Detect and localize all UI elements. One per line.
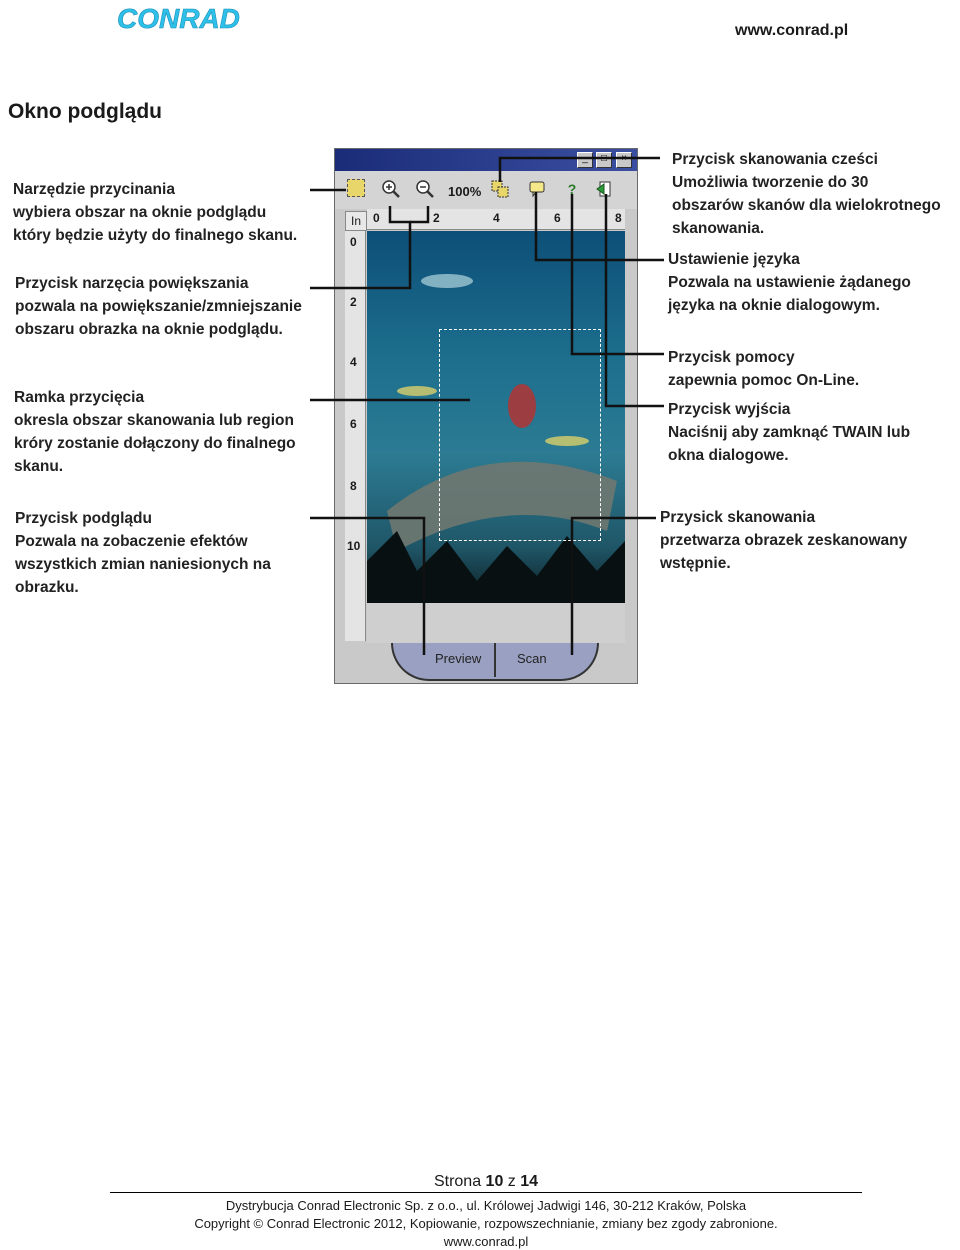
preview-button[interactable]: Preview [435,651,482,666]
multi-scan-annotation: Przycisk skanowania cześci Umożliwia tworzenie do 30 obszarów skanów dla wielokrotnego skanowania. [672,151,941,237]
close-button[interactable]: × [616,152,632,168]
maximize-button[interactable]: □ [596,152,612,168]
page-title: Okno podglądu [8,100,162,123]
horizontal-ruler: 0 2 4 6 8 [367,209,625,230]
zoom-level: 100% [448,184,482,199]
scan-button-annotation: Przysick skanowania przetwarza obrazek zeskanowany wstępnie. [660,509,908,572]
minimize-button[interactable]: _ [577,152,593,168]
svg-text:CONRAD: CONRAD [117,3,240,34]
crop-tool-annotation: Narzędzie przycinania wybiera obszar na oknie podglądu który będzie użyty do finalnego skanu. [13,181,298,244]
page-number: Strona 10 z 14 [433,1173,539,1190]
language-annotation: Ustawienie języka Pozwala na ustawienie żądanego języka na oknie dialogowym. [668,251,911,314]
exit-annotation: Przycisk wyjścia Naciśnij aby zamknąć TWAIN lub okna dialogowe. [668,401,911,464]
unit-selector[interactable]: In [345,211,367,231]
help-annotation: Przycisk pomocy zapewnia pomoc On-Line. [668,349,860,389]
site-url[interactable]: www.conrad.pl [735,22,849,39]
footer-rule [110,1192,862,1193]
crop-frame-annotation: Ramka przycięcia okresla obszar skanowania lub region króry zostanie dołączony do finalnego skanu. [14,389,296,475]
preview-button-annotation: Przycisk podglądu Pozwala na zobaczenie efektów wszystkich zmian naniesionych na obrazku. [15,510,271,596]
footer-address: Dystrybucja Conrad Electronic Sp. z o.o., ul. Królowej Jadwigi 146, 30-212 Kraków, Polska [225,1198,747,1213]
footer-url[interactable]: www.conrad.pl [443,1234,529,1249]
scan-button[interactable]: Scan [517,651,547,666]
vertical-ruler: 0 2 4 6 8 10 [345,231,366,641]
footer-copyright: Copyright © Conrad Electronic 2012, Kopiowanie, rozpowszechnianie, zmiany bez zgody zabronione. [194,1216,778,1231]
zoom-tool-annotation: Przycisk narzęcia powiększania pozwala na powiększanie/zmniejszanie obszaru obrazka na oknie podglądu. [15,275,302,338]
help-icon[interactable]: ? [567,181,577,197]
